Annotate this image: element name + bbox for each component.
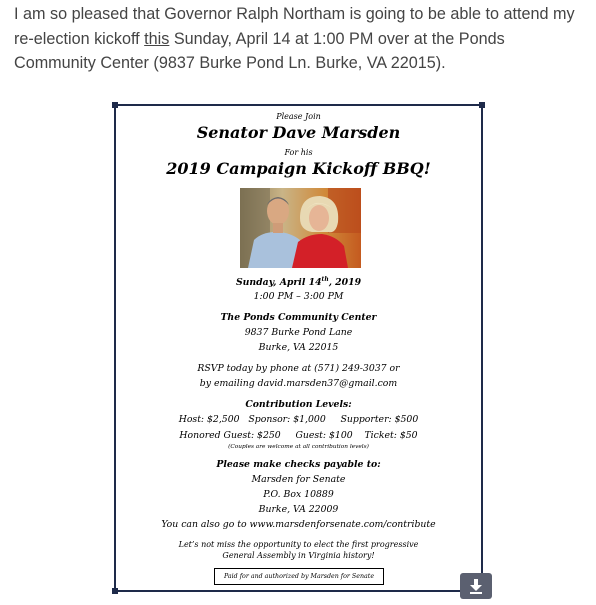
payee-line3: Burke, VA 22009 [258, 504, 339, 515]
checks-title: Please make checks payable to: [216, 459, 381, 470]
candidates-photo [240, 188, 361, 268]
contribution-levels-title: Contribution Levels: [245, 399, 352, 410]
contribution-note: (Couples are welcome at all contribution levels) [228, 444, 369, 450]
download-button[interactable] [460, 573, 492, 599]
venue-name: The Ponds Community Center [220, 312, 377, 323]
crop-handle [112, 102, 118, 108]
event-time: 1:00 PM – 3:00 PM [253, 291, 344, 302]
venue-address-line1: 9837 Burke Pond Lane [244, 327, 353, 338]
please-join: Please Join [276, 112, 321, 121]
payee-line2: P.O. Box 10889 [263, 489, 334, 500]
closing-line2: General Assembly in Virginia history! [222, 551, 375, 560]
contribution-levels-row2: Honored Guest: $250 Guest: $100 Ticket: $50 [179, 430, 418, 441]
for-his: For his [284, 148, 313, 157]
event-flyer-image [114, 104, 483, 592]
underlined-word: this [144, 29, 170, 48]
payee-line1: Marsden for Senate [251, 474, 346, 485]
candidate-name: Senator Dave Marsden [196, 123, 401, 142]
rsvp-line2: by emailing david.marsden37@gmail.com [199, 378, 398, 389]
event-date: Sunday, April 14th, 2019 [235, 276, 362, 289]
closing-line1: Let’s not miss the opportunity to elect the first progressive [178, 540, 419, 549]
rsvp-line1: RSVP today by phone at (571) 249-3037 or [197, 363, 400, 374]
crop-handle [479, 102, 485, 108]
venue-address-line2: Burke, VA 22015 [258, 342, 339, 353]
download-arrow-icon [469, 578, 483, 594]
contribution-levels-row1: Host: $2,500 Sponsor: $1,000 Supporter: $500 [178, 414, 419, 425]
event-title: 2019 Campaign Kickoff BBQ! [166, 159, 431, 178]
paid-for-disclaimer: Paid for and authorized by Marsden for Senate [214, 568, 384, 585]
online-contribute: You can also go to www.marsdenforsenate.com/contribute [161, 519, 436, 530]
crop-handle [112, 588, 118, 594]
post-text: I am so pleased that Governor Ralph Northam is going to be able to attend my re-election kickoff this Sunday, April 14 at 1:00 PM over at the Ponds Community Center (9837 Burke Pond Ln. Burke, VA 22015). [14, 5, 575, 72]
